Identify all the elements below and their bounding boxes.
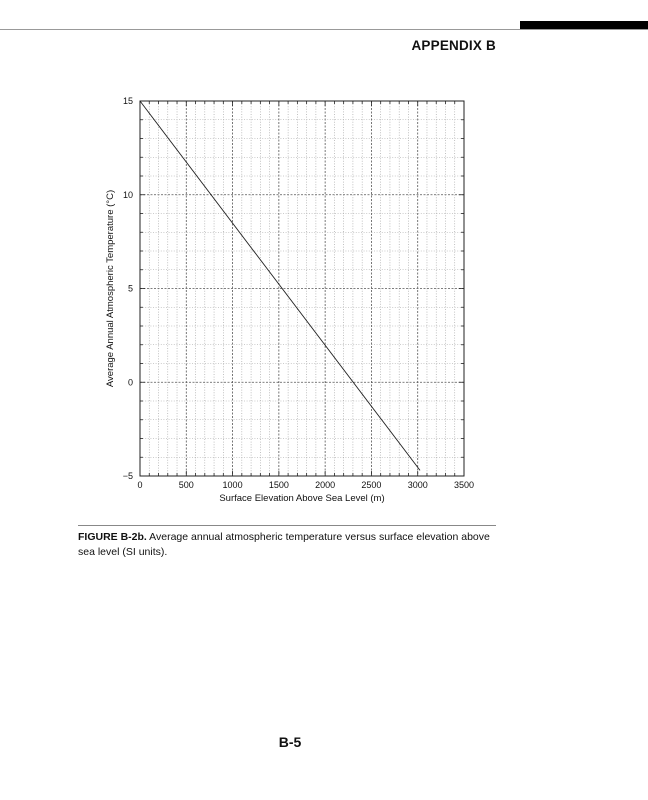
series-line (140, 101, 420, 470)
section-header: APPENDIX B (411, 38, 496, 53)
x-tick-label: 2500 (361, 480, 382, 490)
y-axis-label: Average Annual Atmospheric Temperature (°C) (105, 189, 116, 388)
figure-caption (78, 530, 496, 560)
x-tick-label: 2000 (315, 480, 336, 490)
x-tick-label: 0 (137, 480, 143, 490)
y-tick-label: 0 (127, 377, 133, 388)
y-tick-label: 10 (122, 189, 133, 200)
caption-rule (78, 525, 496, 526)
x-tick-label: 500 (178, 480, 194, 490)
y-tick-label: 5 (127, 283, 133, 294)
caption-label: FIGURE B-2b. (78, 531, 147, 543)
x-axis-label: Surface Elevation Above Sea Level (m) (219, 493, 385, 504)
x-tick-label: 3500 (453, 480, 475, 490)
page-number: B-5 (278, 734, 302, 750)
tick-labels (123, 96, 474, 490)
caption-text: Average annual atmospheric temperature versus surface elevation above sea level (SI units). (78, 531, 490, 558)
series-layer (140, 101, 420, 470)
x-tick-label: 1000 (222, 480, 243, 490)
y-tick-label: 15 (122, 96, 133, 107)
x-tick-label: 3000 (407, 480, 428, 490)
x-tick-label: 1500 (268, 480, 289, 490)
y-tick-label: −5 (122, 471, 133, 482)
